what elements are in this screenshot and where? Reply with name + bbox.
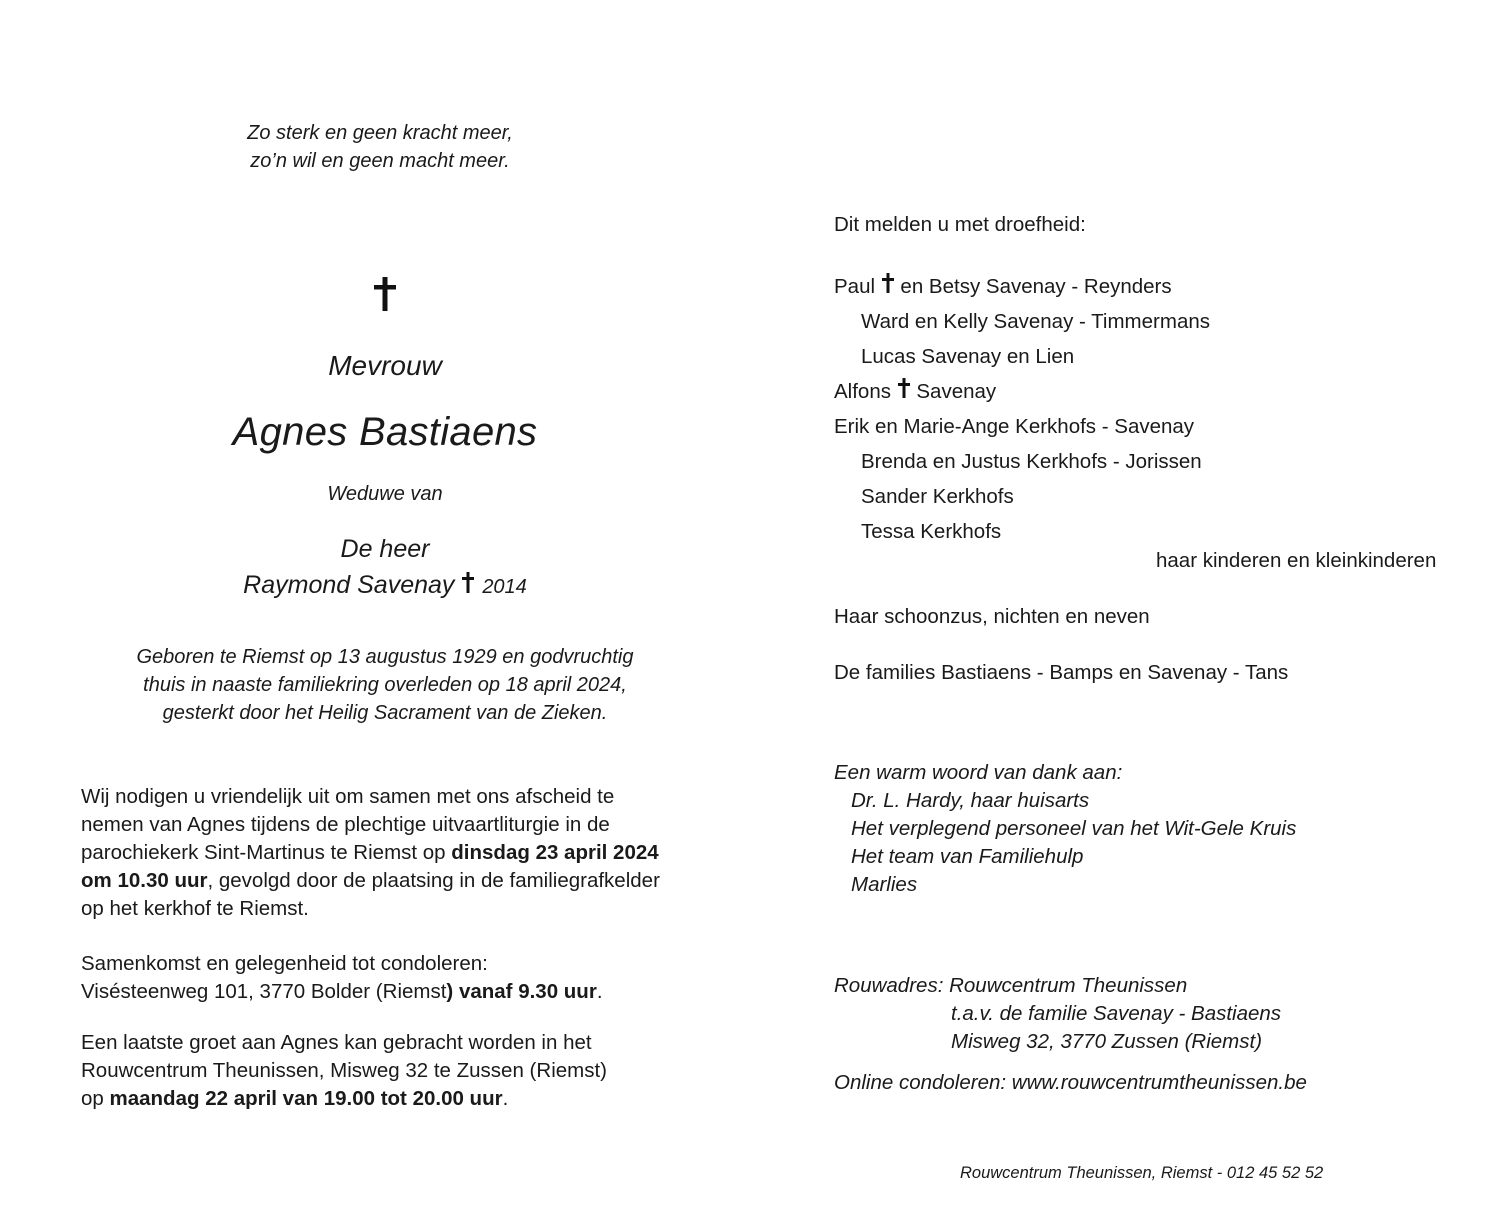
funeral-date: dinsdag 23 april 2024 xyxy=(451,841,659,864)
visitation-line xyxy=(81,1085,721,1113)
gathering-info xyxy=(81,950,721,1006)
families-line: De families Bastiaens - Bamps en Savenay - Tans xyxy=(834,661,1289,684)
thanks-item: Het team van Familiehulp xyxy=(851,845,1084,868)
funeral-time: om 10.30 uur xyxy=(81,869,208,892)
family-text: Alfons xyxy=(834,380,897,403)
invite-line: Wij nodigen u vriendelijk uit om samen met ons afscheid te xyxy=(81,785,615,808)
family-member: Brenda en Justus Kerkhofs - Jorissen xyxy=(861,450,1202,473)
gathering-address: Visésteenweg 101, 3770 Bolder (Riemst xyxy=(81,980,447,1003)
visitation-line: Rouwcentrum Theunissen, Misweg 32 te Zussen (Riemst) xyxy=(81,1059,607,1082)
family-member: Sander Kerkhofs xyxy=(861,485,1014,508)
online-condolence: Online condoleren: www.rouwcentrumtheunissen.be xyxy=(834,1071,1307,1094)
salutation: Mevrouw xyxy=(328,350,442,381)
quote-line: Zo sterk en geen kracht meer, xyxy=(247,122,513,144)
family-text: Paul xyxy=(834,275,881,298)
birth-line: gesterkt door het Heilig Sacrament van de Zieken. xyxy=(162,702,608,724)
thanks-item: Marlies xyxy=(851,873,918,896)
cross-icon xyxy=(881,273,895,301)
mourning-address-label: Rouwadres: Rouwcentrum Theunissen xyxy=(834,974,1188,997)
invite-text: parochiekerk Sint-Martinus te Riemst op xyxy=(81,841,452,864)
family-text: en Betsy Savenay - Reynders xyxy=(894,275,1172,298)
birth-line: thuis in naaste familiekring overleden op 18 april 2024, xyxy=(143,674,627,696)
spouse-name: Raymond Savenay xyxy=(243,571,455,599)
punctuation: . xyxy=(502,1087,509,1110)
opening-quote xyxy=(150,119,610,175)
spouse-line xyxy=(150,571,620,600)
cross-icon xyxy=(897,378,911,406)
invite-line: nemen van Agnes tijdens de plechtige uitvaartliturgie in de xyxy=(81,813,610,836)
gathering-time: ) vanaf 9.30 uur xyxy=(446,980,597,1003)
visitation-time: maandag 22 april van 19.00 tot 20.00 uur xyxy=(109,1087,503,1110)
family-text: Savenay xyxy=(910,380,997,403)
quote-line: zo’n wil en geen macht meer. xyxy=(250,150,510,172)
spouse-title: De heer xyxy=(340,535,430,563)
family-role: haar kinderen en kleinkinderen xyxy=(1156,549,1437,572)
thanks-item: Dr. L. Hardy, haar huisarts xyxy=(851,789,1090,812)
invite-line xyxy=(81,839,721,867)
footer-credit: Rouwcentrum Theunissen, Riemst - 012 45 52 52 xyxy=(960,1164,1324,1182)
spouse-death-year: 2014 xyxy=(482,576,527,598)
relatives-line: Haar schoonzus, nichten en neven xyxy=(834,605,1150,628)
visitation-line: Een laatste groet aan Agnes kan gebracht worden in het xyxy=(81,1031,592,1054)
invite-line: op het kerkhof te Riemst. xyxy=(81,897,309,920)
family-member: Erik en Marie-Ange Kerkhofs - Savenay xyxy=(834,415,1195,438)
invite-line xyxy=(81,867,721,895)
cross-icon xyxy=(360,276,410,317)
birth-line: Geboren te Riemst op 13 augustus 1929 en godvruchtig xyxy=(136,646,634,668)
mourning-address-line: t.a.v. de familie Savenay - Bastiaens xyxy=(951,1002,1282,1025)
family-member: Lucas Savenay en Lien xyxy=(861,345,1075,368)
family-member: Ward en Kelly Savenay - Timmermans xyxy=(861,310,1210,333)
deceased-name: Agnes Bastiaens xyxy=(232,410,538,454)
widow-of-label: Weduwe van xyxy=(327,483,443,505)
family-member xyxy=(834,273,1172,301)
thanks-heading: Een warm woord van dank aan: xyxy=(834,761,1123,784)
gathering-line: Samenkomst en gelegenheid tot condoleren: xyxy=(81,952,488,975)
family-member xyxy=(834,378,996,406)
funeral-invitation xyxy=(81,783,721,923)
visitation-info xyxy=(81,1029,721,1113)
thanks-item: Het verplegend personeel van het Wit-Gele Kruis xyxy=(851,817,1297,840)
visitation-text: op xyxy=(81,1087,110,1110)
punctuation: . xyxy=(596,980,603,1003)
cross-icon xyxy=(461,571,475,600)
invite-text: , gevolgd door de plaatsing in de familiegrafkelder xyxy=(207,869,660,892)
birth-death-text xyxy=(80,643,690,727)
announcement-heading: Dit melden u met droefheid: xyxy=(834,213,1086,236)
family-member: Tessa Kerkhofs xyxy=(861,520,1002,543)
gathering-line xyxy=(81,978,721,1006)
mourning-address-line: Misweg 32, 3770 Zussen (Riemst) xyxy=(951,1030,1263,1053)
